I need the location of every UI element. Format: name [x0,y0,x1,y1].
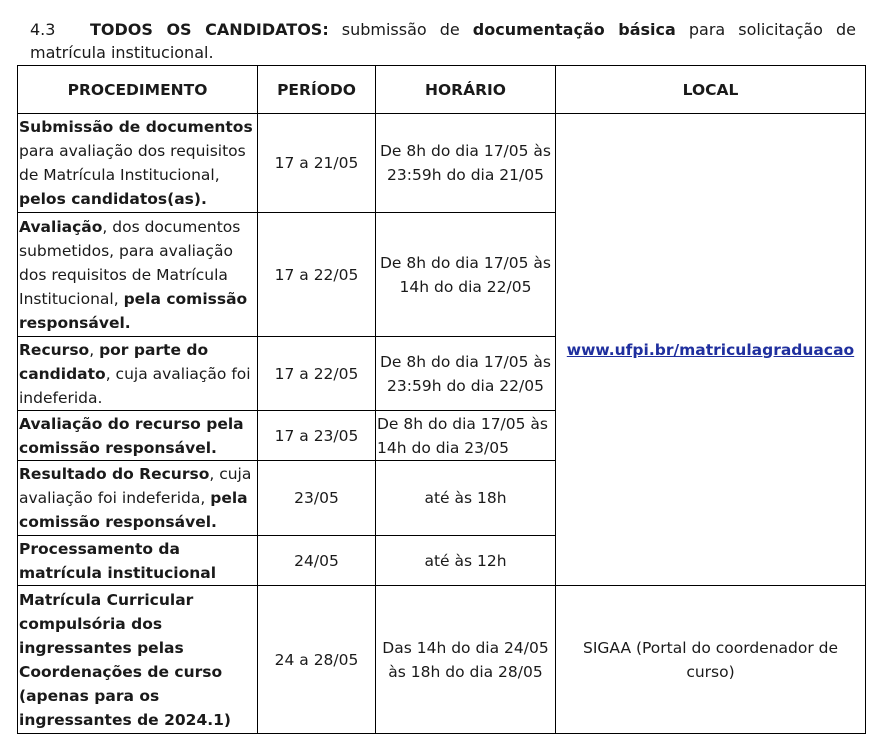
period-cell: 24 a 28/05 [258,586,376,734]
local-cell: SIGAA (Portal do coordenador de curso) [556,586,866,734]
procedure-bold: Avaliação [19,217,103,236]
period-cell: 17 a 22/05 [258,213,376,337]
procedure-cell [18,461,258,536]
schedule-cell: De 8h do dia 17/05 às 14h do dia 23/05 [376,411,556,461]
table-row [18,586,866,734]
procedure-text: para avaliação dos requisitos de Matrícula Institucional, [19,142,246,184]
heading-text-1: submissão de [328,20,473,39]
procedure-cell [18,586,258,734]
schedule-cell: De 8h do dia 17/05 às 23:59h do dia 21/05 [376,114,556,213]
schedule-cell: até às 18h [376,461,556,536]
schedule-table [17,65,866,734]
header-procedimento: PROCEDIMENTO [18,66,258,114]
matricula-link[interactable]: www.ufpi.br/matriculagraduacao [566,340,855,359]
procedure-bold: Avaliação do recurso pela comissão responsável. [19,414,244,457]
procedure-bold: Matrícula Curricular compulsória dos ingressantes pelas Coordenações de curso (apenas para os ingressantes de 2024.1) [19,590,231,729]
table-header-row [18,66,866,114]
procedure-text: , cuja avaliação foi indeferida. [19,364,251,407]
procedure-cell [18,337,258,411]
period-cell: 17 a 22/05 [258,337,376,411]
procedure-bold: Resultado do Recurso [19,465,210,483]
heading-text-2: para solicitação de matrícula institucional. [30,20,857,62]
procedure-text: , cuja avaliação foi indeferida, [19,465,252,507]
procedure-cell [18,411,258,461]
period-cell: 17 a 23/05 [258,411,376,461]
procedure-bold: por parte do candidato [19,340,209,383]
procedure-cell [18,213,258,337]
header-local: LOCAL [556,66,866,114]
period-cell: 23/05 [258,461,376,536]
local-cell [556,114,866,586]
period-cell: 17 a 21/05 [258,114,376,213]
procedure-bold: Processamento da matrícula institucional [19,539,217,582]
schedule-cell: até às 12h [376,536,556,586]
heading-bold-mid: documentação básica [472,20,676,39]
period-cell: 24/05 [258,536,376,586]
procedure-bold: Submissão de documentos [19,118,253,136]
schedule-cell: Das 14h do dia 24/05 às 18h do dia 28/05 [376,586,556,734]
procedure-bold: pelos candidatos(as). [19,190,207,208]
procedure-cell [18,536,258,586]
schedule-cell: De 8h do dia 17/05 às 14h do dia 22/05 [376,213,556,337]
procedure-text: , [89,340,100,359]
procedure-bold: Recurso [19,340,90,359]
heading-bold-lead: TODOS OS CANDIDATOS: [90,20,329,39]
procedure-text: , dos documentos submetidos, para avaliação dos requisitos de Matrícula Institucional, [19,217,241,308]
procedure-bold: pela comissão responsável. [19,489,248,531]
procedure-cell [18,114,258,213]
table-row [18,114,866,213]
section-number: 4.3 [30,20,56,39]
procedure-bold: pela comissão responsável. [19,289,248,332]
header-periodo: PERÍODO [258,66,376,114]
header-horario: HORÁRIO [376,66,556,114]
schedule-cell: De 8h do dia 17/05 às 23:59h do dia 22/05 [376,337,556,411]
section-heading [30,18,856,64]
